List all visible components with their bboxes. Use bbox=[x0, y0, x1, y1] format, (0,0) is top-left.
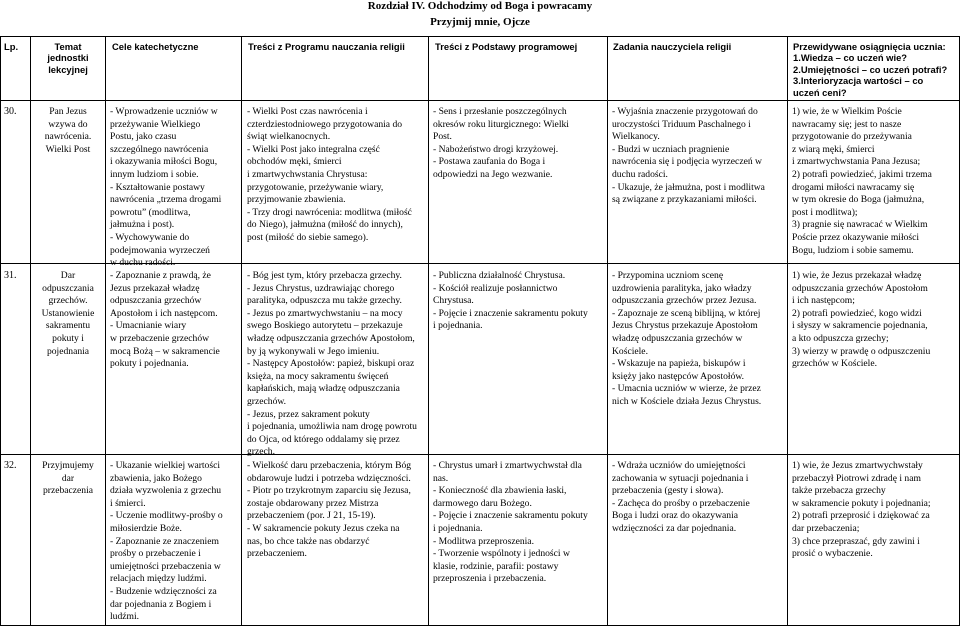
cell-line: swego Boskiego autorytetu – przekazuje bbox=[247, 320, 403, 332]
cell-line: czterdziestodniowego przygotowania do bbox=[247, 118, 403, 130]
cell-line: w przebaczenie grzechów bbox=[110, 332, 210, 344]
cell-line: 3) pragnie się nawracać w Wielkim bbox=[792, 219, 928, 231]
cell-line: Wielkanocy. bbox=[612, 131, 660, 143]
cell-line: relacjach między ludźmi. bbox=[110, 573, 207, 585]
cell-line: Jezus przekazał władzę bbox=[110, 282, 200, 294]
header-zadania: Zadania nauczyciela religii bbox=[613, 41, 732, 52]
cell-line: i słyszy w sakramencie pojednania, bbox=[792, 320, 928, 332]
cell-line: post i modlitwa); bbox=[792, 206, 858, 218]
cell-line: nas, bo chce także nas obdarzyć bbox=[247, 535, 370, 547]
cell-line: 2) potrafi powiedzieć, kogo widzi bbox=[792, 307, 922, 319]
cell-line: uzdrowienia paralityka, jako władzy bbox=[612, 282, 752, 294]
cell-line: odpuszczania grzechów bbox=[110, 295, 202, 307]
cell-line: świąt wielkanocnych. bbox=[247, 131, 331, 143]
cell-line: nich w Kościele działa Jezus Chrystus. bbox=[612, 395, 762, 407]
cell-line: - Zachęca do prośby o przebaczenie bbox=[612, 497, 750, 509]
cell-line: zachowania w sytuacji pojednania i bbox=[612, 472, 749, 484]
cell-line: grzech. bbox=[247, 446, 275, 458]
cell-line: prosić o wybaczenie. bbox=[792, 548, 873, 560]
lesson-number: 30. bbox=[4, 106, 17, 117]
cell-line: a kto odpuszcza grzechy; bbox=[792, 332, 889, 344]
lesson-topic: Dar odpuszczania grzechów. Ustanowienie sakramentu pokuty i pojednania bbox=[41, 270, 95, 357]
cell-line: okresów roku liturgicznego: Wielki bbox=[433, 118, 569, 130]
cell-line: grzechów w Kościele. bbox=[792, 358, 877, 370]
cell-line: obchodów męki, śmierci bbox=[247, 156, 342, 168]
cell-line: Kościele. bbox=[612, 345, 648, 357]
cell-line: do Ojca, od którego oddalamy się przez bbox=[247, 433, 400, 445]
cell-line: by ją wykonywali w Jego imieniu. bbox=[247, 345, 380, 357]
cell-line: drogami miłości nawracamy się bbox=[792, 181, 915, 193]
cell-line: darmowego daru Bożego. bbox=[433, 497, 532, 509]
cell-line: powrotu” (modlitwa, bbox=[110, 206, 191, 218]
cell-line: obdarowuje ludzi i potrzeba wdzięczności. bbox=[247, 472, 411, 484]
cell-line: księży jako następców Apostołów. bbox=[612, 370, 745, 382]
cell-line: 1) wie, że w Wielkim Poście bbox=[792, 106, 902, 117]
cell-line: 3) wierzy w prawdę o odpuszczeniu bbox=[792, 345, 931, 357]
cell-cele bbox=[110, 106, 240, 270]
cell-line: post (miłość do siebie samego). bbox=[247, 231, 369, 243]
cell-line: - Ukazanie wielkiej wartości bbox=[110, 460, 221, 471]
cell-line: w duchu radości. bbox=[110, 257, 176, 269]
cell-line: duchu radości. bbox=[612, 168, 668, 180]
cell-line: przebaczeniem. bbox=[247, 548, 307, 560]
cell-tresci-podstawy bbox=[433, 106, 605, 182]
cell-line: - Wielkość daru przebaczenia, którym Bóg bbox=[247, 460, 412, 471]
cell-line: uroczystości Triduum Paschalnego i bbox=[612, 118, 751, 130]
cell-line: umiejętności przebaczenia w bbox=[110, 560, 221, 572]
cell-line: - Chrystus umarł i zmartwychwstał dla bbox=[433, 460, 582, 471]
lesson-number: 32. bbox=[4, 460, 17, 471]
cell-line: - Pojęcie i znaczenie sakramentu pokuty bbox=[433, 307, 588, 319]
lesson-topic: Pan Jezus wzywa do nawrócenia. Wielki Post bbox=[44, 106, 92, 155]
cell-line: 1) wie, że Jezus zmartwychwstały bbox=[792, 460, 923, 471]
cell-line: miłosierdzie Boże. bbox=[110, 522, 182, 534]
cell-line: nawrócenia się i podjęcia wyrzeczeń w bbox=[612, 156, 762, 168]
cell-line: - Konieczność dla zbawienia łaski, bbox=[433, 485, 567, 497]
cell-line: - Wychowywanie do bbox=[110, 231, 190, 243]
cell-osiagniecia bbox=[792, 270, 958, 371]
cell-line: - Przypomina uczniom scenę bbox=[612, 270, 724, 281]
cell-line: Post. bbox=[433, 131, 452, 143]
cell-line: grzechów. bbox=[247, 395, 287, 407]
cell-line: - Pojęcie i znaczenie sakramentu pokuty bbox=[433, 510, 588, 522]
cell-line: pokuty i pojednania. bbox=[110, 358, 189, 370]
cell-line: - Kościół realizuje posłannictwo bbox=[433, 282, 558, 294]
cell-line: i ich następcom; bbox=[792, 295, 855, 307]
cell-line: szczególnego nawrócenia bbox=[110, 143, 209, 155]
cell-line: prośby o przebaczenie i bbox=[110, 548, 201, 560]
cell-line: - Wielki Post jako integralna część bbox=[247, 143, 380, 155]
cell-line: Apostołom i ich następcom. bbox=[110, 307, 218, 319]
cell-line: - Budzi w uczniach pragnienie bbox=[612, 143, 730, 155]
cell-line: Poście przez okazywanie miłości bbox=[792, 231, 920, 243]
cell-line: Bogu, ludziom i sobie samemu. bbox=[792, 244, 914, 256]
cell-line: paralityka, odpuszcza mu także grzechy. bbox=[247, 295, 402, 307]
cell-line: Boga i ludzi oraz do okazywania bbox=[612, 510, 739, 522]
lesson-topic: Przyjmujemy dar przebaczenia bbox=[42, 460, 94, 497]
document-subtitle: Przyjmij mnie, Ojcze bbox=[430, 16, 530, 28]
cell-line: - Piotr po trzykrotnym zaparciu się Jezusa, bbox=[247, 485, 411, 497]
cell-line: ludźmi. bbox=[110, 611, 140, 623]
cell-line: - Ukazuje, że jałmużna, post i modlitwa bbox=[612, 181, 765, 193]
cell-line: 2) potrafi powiedzieć, jakimi trzema bbox=[792, 168, 932, 180]
cell-line: zostaje obdarowany przez Mistrza bbox=[247, 497, 379, 509]
cell-zadania bbox=[612, 270, 786, 409]
cell-line: przeproszenia i przebaczenia. bbox=[433, 573, 547, 585]
cell-line: przebaczeniem (por. J 21, 15-19). bbox=[247, 510, 376, 522]
cell-line: nawrócenia „trzema drogami bbox=[110, 194, 222, 206]
cell-line: - Budzenie wdzięczności za bbox=[110, 585, 217, 597]
header-temat: Temat jednostki lekcyjnej bbox=[47, 41, 89, 75]
cell-osiagniecia bbox=[792, 106, 958, 257]
cell-line: dar przebaczenia; bbox=[792, 522, 860, 534]
cell-line: - Zapoznaje ze sceną biblijną, w której bbox=[612, 307, 761, 319]
cell-line: w sakramencie pokuty i pojednania; bbox=[792, 497, 931, 509]
cell-zadania bbox=[612, 460, 786, 536]
cell-line: - Publiczna działalność Chrystusa. bbox=[433, 270, 566, 281]
cell-line: działa wyzwolenia z grzechu bbox=[110, 485, 222, 497]
cell-line: - Uczenie modlitwy-prośby o bbox=[110, 510, 223, 522]
cell-line: - Umacnianie wiary bbox=[110, 320, 187, 332]
cell-line: - Trzy drogi nawrócenia: modlitwa (miłość bbox=[247, 206, 412, 218]
cell-line: przygotowanie, przeżywanie wiary, bbox=[247, 181, 384, 193]
cell-line: - Następcy Apostołów: papież, biskupi oraz bbox=[247, 358, 415, 370]
cell-line: klasie, rodzinie, parafii: postawy bbox=[433, 560, 559, 572]
lesson-number: 31. bbox=[4, 270, 17, 281]
cell-line: - Postawa zaufania do Boga i bbox=[433, 156, 546, 168]
cell-line: i pojednania. bbox=[433, 522, 483, 534]
document-title: Rozdział IV. Odchodzimy od Boga i powracamy bbox=[367, 0, 593, 12]
header-tresci-podstawy: Treści z Podstawy programowej bbox=[435, 41, 578, 52]
cell-osiagniecia bbox=[792, 460, 958, 561]
cell-line: Chrystusa. bbox=[433, 295, 474, 307]
header-osiagniecia: Przewidywane osiągnięcia ucznia: 1.Wiedza – co uczeń wie? 2.Umiejętności – co uczeń potrafi? 3.Interioryzacja wartości – co uczeń ceni? bbox=[793, 41, 948, 98]
cell-line: - Zapoznanie ze znaczeniem bbox=[110, 535, 219, 547]
cell-line: - Jezus po zmartwychwstaniu – na mocy bbox=[247, 307, 403, 319]
cell-line: - Tworzenie wspólnoty i jedności w bbox=[433, 548, 570, 560]
cell-tresci-programu bbox=[247, 270, 427, 459]
cell-line: - Jezus, przez sakrament pokuty bbox=[247, 408, 370, 420]
cell-tresci-programu bbox=[247, 460, 427, 561]
cell-line: - Wielki Post czas nawrócenia i bbox=[247, 106, 368, 117]
cell-line: księża, na mocy sakramentu święceń bbox=[247, 370, 389, 382]
cell-line: - Kształtowanie postawy bbox=[110, 181, 205, 193]
cell-line: - Umacnia uczniów w wierze, że przez bbox=[612, 383, 761, 395]
cell-line: przebaczenia (gesty i słowa). bbox=[612, 485, 724, 497]
cell-line: odpuszczania grzechów Apostołom bbox=[792, 282, 928, 294]
cell-line: - Wskazuje na papieża, biskupów i bbox=[612, 358, 746, 370]
cell-tresci-podstawy bbox=[433, 270, 605, 333]
cell-line: innym ludziom i sobie. bbox=[110, 168, 199, 180]
cell-line: - W sakramencie pokuty Jezus czeka na bbox=[247, 522, 400, 534]
cell-zadania bbox=[612, 106, 786, 207]
cell-line: - Modlitwa przeproszenia. bbox=[433, 535, 534, 547]
cell-line: przyjmowanie zbawienia. bbox=[247, 194, 346, 206]
cell-tresci-podstawy bbox=[433, 460, 605, 586]
cell-line: przygotowanie do przeżywania bbox=[792, 131, 912, 143]
cell-line: jałmużna i post). bbox=[110, 219, 175, 231]
cell-line: - Zapoznanie z prawdą, że bbox=[110, 270, 211, 281]
cell-line: władzę odpuszczania grzechów Apostołom, bbox=[247, 332, 415, 344]
header-tresci-programu: Treści z Programu nauczania religii bbox=[248, 41, 405, 52]
cell-line: odpowiedzi na Jego wezwanie. bbox=[433, 168, 553, 180]
cell-line: wdzięczności za dar pojednania. bbox=[612, 522, 737, 534]
cell-line: i śmierci. bbox=[110, 497, 146, 509]
cell-line: w tym okresie do Boga (jałmużna, bbox=[792, 194, 925, 206]
cell-line: - Jezus Chrystus, uzdrawiając chorego bbox=[247, 282, 395, 294]
cell-line: zbawienia, jako Bożego bbox=[110, 472, 202, 484]
cell-line: nawracamy się; jest to nasze bbox=[792, 118, 902, 130]
cell-line: - Wdraża uczniów do umiejętności bbox=[612, 460, 746, 471]
cell-line: nas. bbox=[433, 472, 449, 484]
cell-line: - Wprowadzenie uczniów w bbox=[110, 106, 218, 117]
cell-line: dar pojednania z Bogiem i bbox=[110, 598, 212, 610]
cell-line: Jezus Chrystus przekazuje Apostołom bbox=[612, 320, 758, 332]
cell-tresci-programu bbox=[247, 106, 427, 245]
cell-line: i pojednania, umożliwia nam drogę powrotu bbox=[247, 421, 417, 433]
cell-line: także przebacza grzechy bbox=[792, 485, 886, 497]
cell-cele bbox=[110, 270, 240, 371]
cell-line: mocą Bożą – w sakramencie bbox=[110, 345, 220, 357]
cell-line: - Nabożeństwo drogi krzyżowej. bbox=[433, 143, 559, 155]
header-cele: Cele katechetyczne bbox=[112, 41, 199, 52]
cell-line: - Sens i przesłanie poszczególnych bbox=[433, 106, 567, 117]
cell-line: podejmowania wyrzeczeń bbox=[110, 244, 210, 256]
cell-line: władzę odpuszczania grzechów w bbox=[612, 332, 743, 344]
cell-line: i zmartwychwstania Chrystusa: bbox=[247, 168, 368, 180]
cell-line: Postu, jako czasu bbox=[110, 131, 177, 143]
cell-line: i okazywania miłości Bogu, bbox=[110, 156, 218, 168]
cell-line: są związane z przykazaniami miłości. bbox=[612, 194, 757, 206]
cell-line: odpuszczania grzechów przez Jezusa. bbox=[612, 295, 757, 307]
cell-line: - Bóg jest tym, który przebacza grzechy. bbox=[247, 270, 402, 281]
cell-line: i zmartwychwstania Pana Jezusa; bbox=[792, 156, 921, 168]
cell-cele bbox=[110, 460, 240, 624]
cell-line: z wiarą męki, śmierci bbox=[792, 143, 875, 155]
cell-line: przebaczył Piotrowi zdradę i nam bbox=[792, 472, 921, 484]
cell-line: - Wyjaśnia znaczenie przygotowań do bbox=[612, 106, 758, 117]
cell-line: i pojednania. bbox=[433, 320, 483, 332]
cell-line: przeżywanie Wielkiego bbox=[110, 118, 201, 130]
cell-line: 1) wie, że Jezus przekazał władzę bbox=[792, 270, 922, 281]
header-lp: Lp. bbox=[4, 41, 19, 52]
cell-line: 3) chce przepraszać, gdy zawini i bbox=[792, 535, 920, 547]
cell-line: do Niego), jałmużna (miłość do innych), bbox=[247, 219, 403, 231]
cell-line: 2) potrafi przeprosić i dziękować za bbox=[792, 510, 930, 522]
cell-line: kapłańskich, mają władzę odpuszczania bbox=[247, 383, 400, 395]
